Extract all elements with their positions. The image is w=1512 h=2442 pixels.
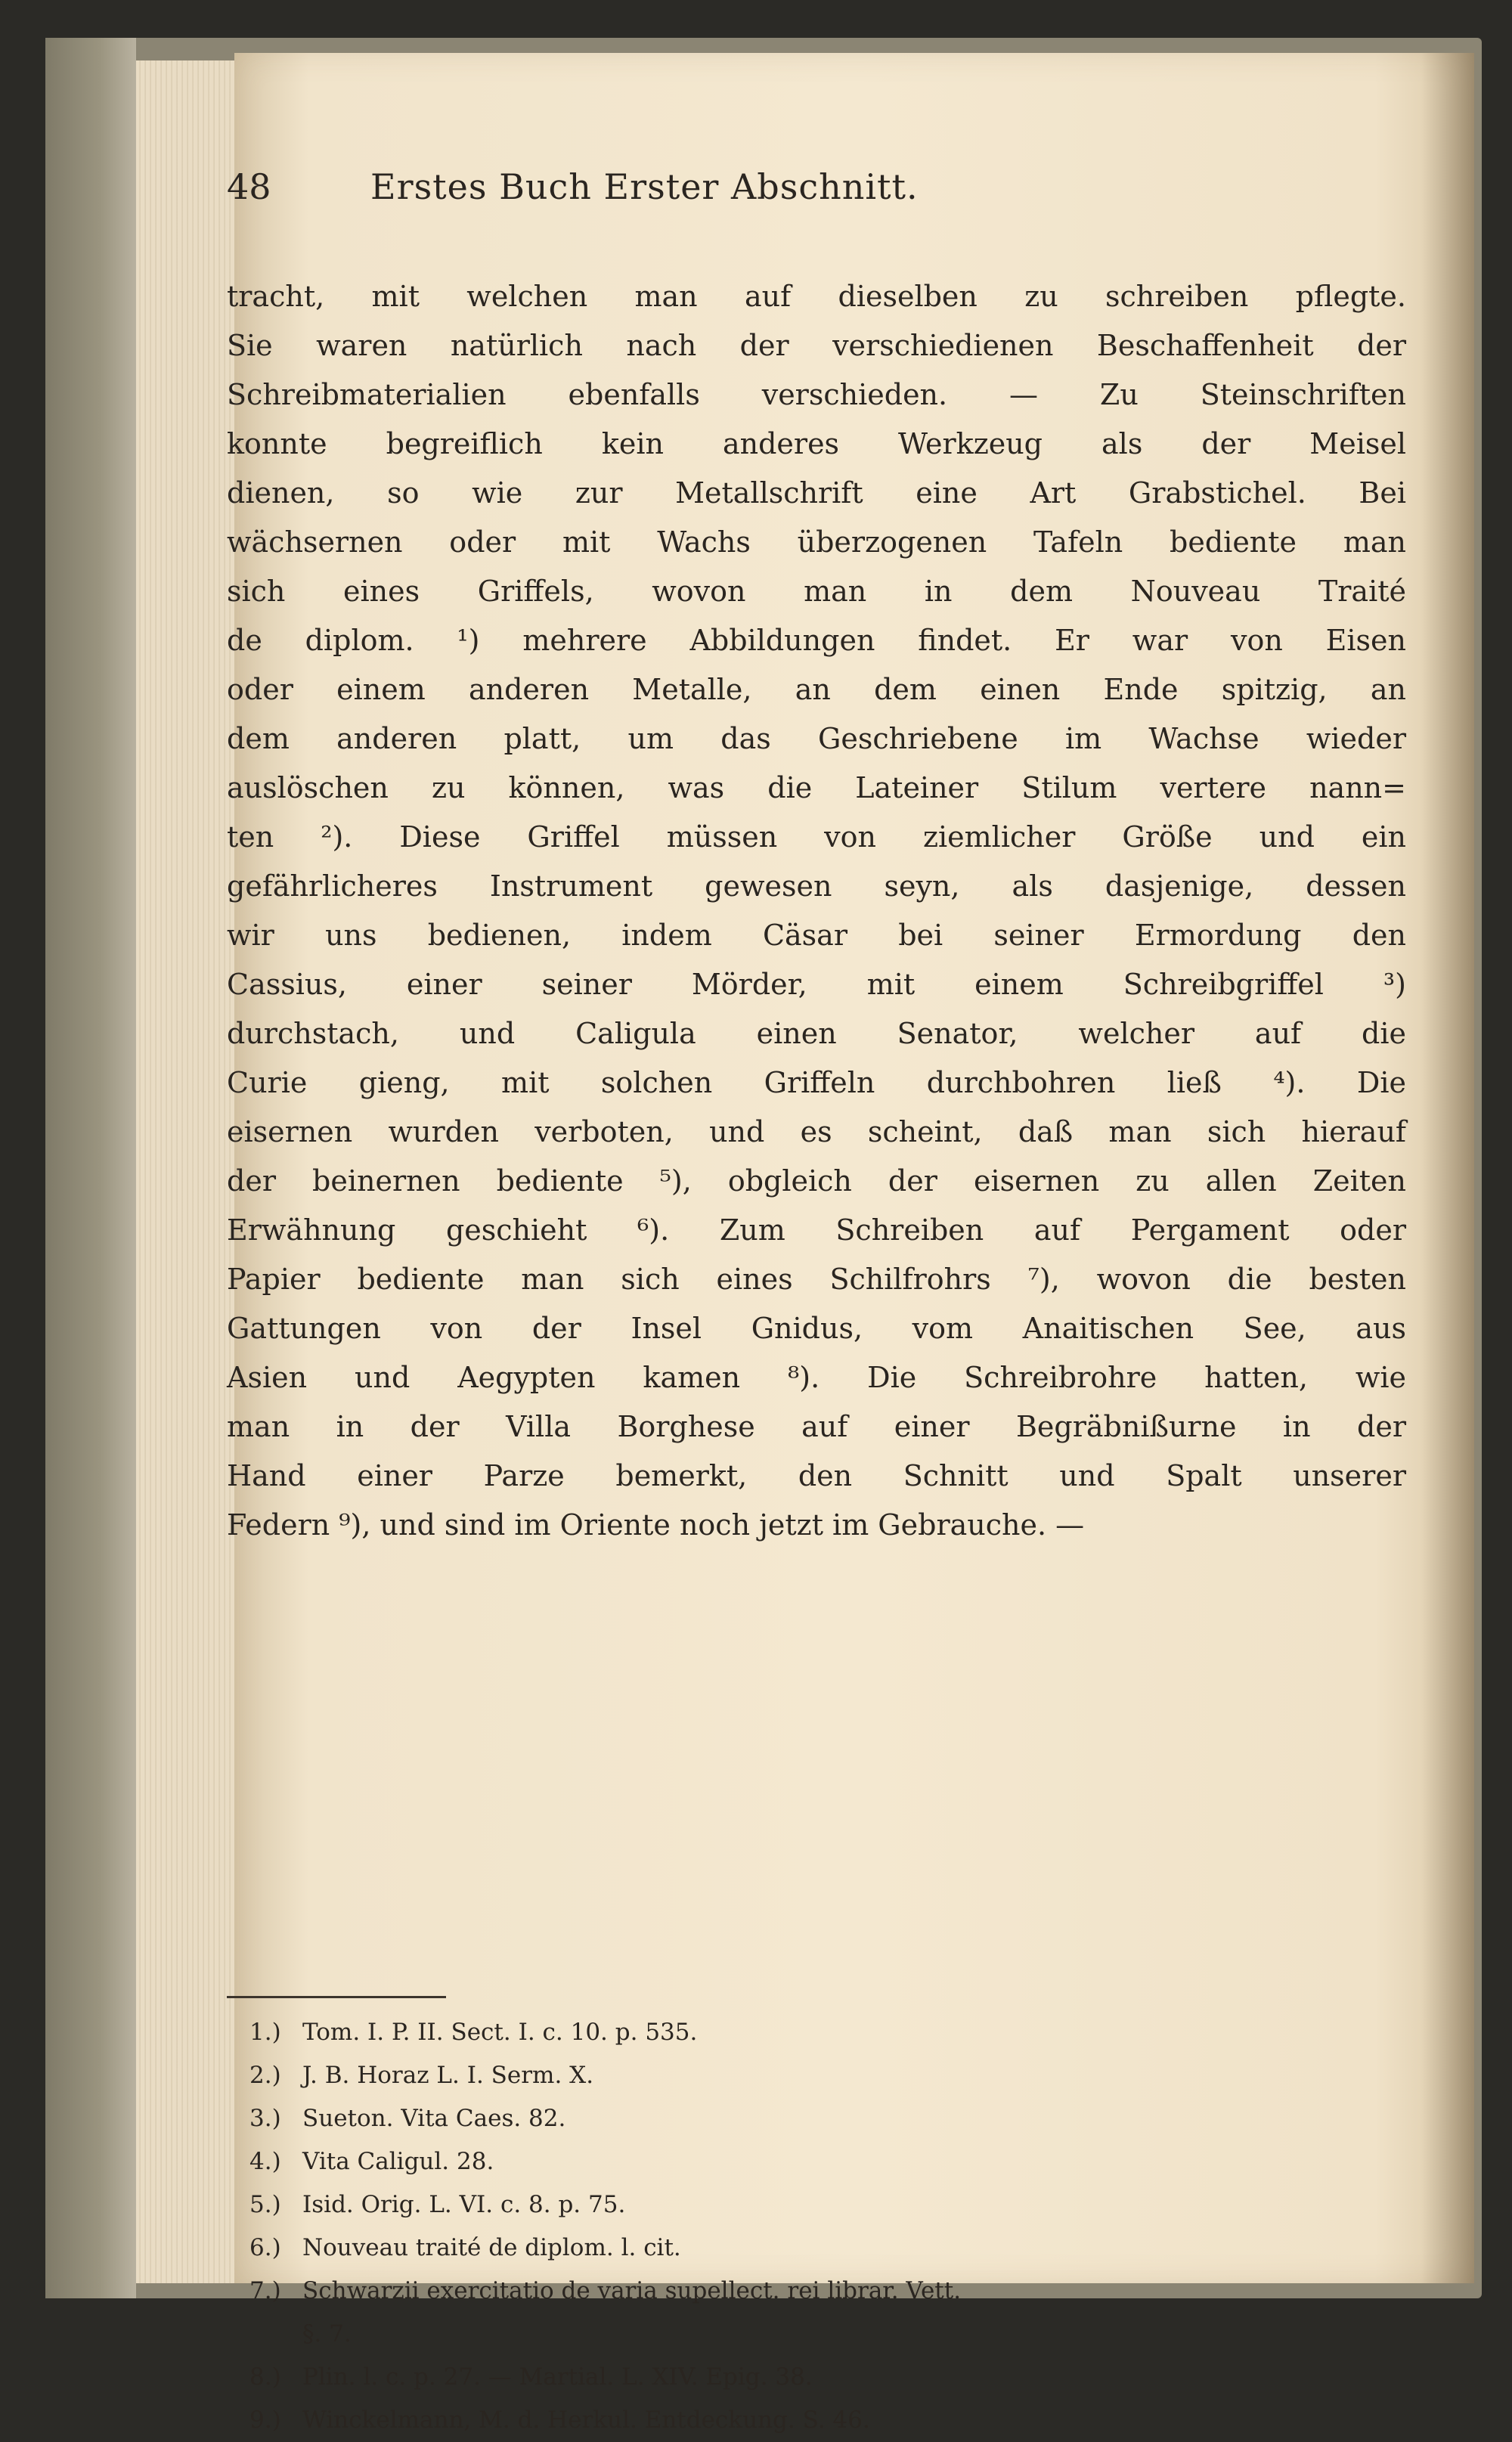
text-line: man in der Villa Borghese auf einer Begräbnißurne in der — [227, 1410, 1406, 1443]
text-line: Hand einer Parze bemerkt, den Schnitt und Spalt unserer — [227, 1459, 1406, 1492]
text-line: Gattungen von der Insel Gnidus, vom Anaitischen See, aus — [227, 1312, 1406, 1345]
footnote — [249, 2054, 1338, 2097]
text-line: sich eines Griffels, wovon man in dem Nouveau Traité — [227, 575, 1406, 608]
footnote-mark: 2.) — [249, 2062, 281, 2089]
footnote-mark: 3.) — [249, 2105, 281, 2132]
footnote-text: Plin. l. c. p. 27. — Martial. L. XIV. Epig. 38. — [302, 2363, 813, 2391]
footnote — [249, 2399, 1338, 2442]
footnote-mark: 4.) — [249, 2148, 281, 2175]
footnote-text: Sueton. Vita Caes. 82. — [302, 2105, 566, 2132]
page-number: 48 — [227, 166, 271, 207]
text-line: auslöschen zu können, was die Lateiner Stilum vertere nann= — [227, 771, 1406, 804]
text-line: der beinernen bediente ⁵), obgleich der eisernen zu allen Zeiten — [227, 1164, 1406, 1198]
text-line: dem anderen platt, um das Geschriebene im Wachse wieder — [227, 722, 1406, 755]
text-line: dienen, so wie zur Metallschrift eine Art Grabstichel. Bei — [227, 476, 1406, 510]
footnote-text: Tom. I. P. II. Sect. I. c. 10. p. 535. — [302, 2019, 698, 2046]
footnote-text: Winckelmann, M. d. Herkul. Entdeckung. S. 46. — [302, 2406, 870, 2434]
text-line: Sie waren natürlich nach der verschiedienen Beschaffenheit der — [227, 329, 1406, 362]
footnote-text: Isid. Orig. L. VI. c. 8. p. 75. — [302, 2191, 626, 2218]
footnote-text: J. B. Horaz L. I. Serm. X. — [302, 2062, 594, 2089]
footnote-mark: 9.) — [249, 2406, 281, 2434]
body-text — [227, 272, 1406, 1550]
footnote-mark: 6.) — [249, 2234, 281, 2261]
text-line: Cassius, einer seiner Mörder, mit einem Schreibgriffel ³) — [227, 968, 1406, 1001]
text-line: Federn ⁹), und sind im Oriente noch jetzt im Gebrauche. — — [227, 1508, 1085, 1542]
text-line: durchstach, und Caligula einen Senator, welcher auf die — [227, 1017, 1406, 1050]
footnote-rule — [227, 1996, 446, 1998]
footnote — [249, 2097, 1338, 2140]
footnote-continuation: §. 7. — [302, 2320, 352, 2347]
footnote — [249, 2227, 1338, 2270]
footnote-mark: 5.) — [249, 2191, 281, 2218]
text-line: eisernen wurden verboten, und es scheint, daß man sich hierauf — [227, 1115, 1406, 1148]
page-header — [227, 144, 1179, 212]
footnote — [249, 2356, 1338, 2399]
footnote-mark: 7.) — [249, 2277, 281, 2304]
text-line: Asien und Aegypten kamen ⁸). Die Schreibrohre hatten, wie — [227, 1361, 1406, 1394]
text-line: tracht, mit welchen man auf dieselben zu schreiben pflegte. — [227, 280, 1406, 313]
text-line: Papier bediente man sich eines Schilfrohrs ⁷), wovon die besten — [227, 1263, 1406, 1296]
footnote — [249, 2011, 1338, 2054]
text-line: wir uns bedienen, indem Cäsar bei seiner Ermordung den — [227, 919, 1406, 952]
text-line: Erwähnung geschieht ⁶). Zum Schreiben auf Pergament oder — [227, 1213, 1406, 1247]
text-line: Curie gieng, mit solchen Griffeln durchbohren ließ ⁴). Die — [227, 1066, 1406, 1099]
footnote — [249, 2183, 1338, 2227]
footnote — [249, 2140, 1338, 2183]
text-line: oder einem anderen Metalle, an dem einen Ende spitzig, an — [227, 673, 1406, 706]
footnote-mark: 1.) — [249, 2019, 281, 2046]
footnote-text: Nouveau traité de diplom. l. cit. — [302, 2234, 681, 2261]
footnotes — [249, 2011, 1338, 2442]
footnote-text: Schwarzii exercitatio de varia supellect. rei librar. Vett. — [302, 2277, 962, 2304]
text-line: ten ²). Diese Griffel müssen von ziemlicher Größe und ein — [227, 820, 1406, 854]
text-line: gefährlicheres Instrument gewesen seyn, als dasjenige, dessen — [227, 869, 1406, 903]
footnote-text: Vita Caligul. 28. — [302, 2148, 494, 2175]
text-line: wächsernen oder mit Wachs überzogenen Tafeln bediente man — [227, 525, 1406, 559]
text-line: de diplom. ¹) mehrere Abbildungen findet. Er war von Eisen — [227, 624, 1406, 657]
text-line: konnte begreiflich kein anderes Werkzeug als der Meisel — [227, 427, 1406, 460]
text-line: Schreibmaterialien ebenfalls verschieden. — Zu Steinschriften — [227, 378, 1406, 411]
footnote-mark: 8.) — [249, 2363, 281, 2391]
running-head: Erstes Buch Erster Abschnitt. — [370, 166, 919, 207]
cover-edge — [45, 38, 136, 2298]
footnote — [249, 2270, 1338, 2313]
spine-shadow — [1421, 53, 1474, 2283]
